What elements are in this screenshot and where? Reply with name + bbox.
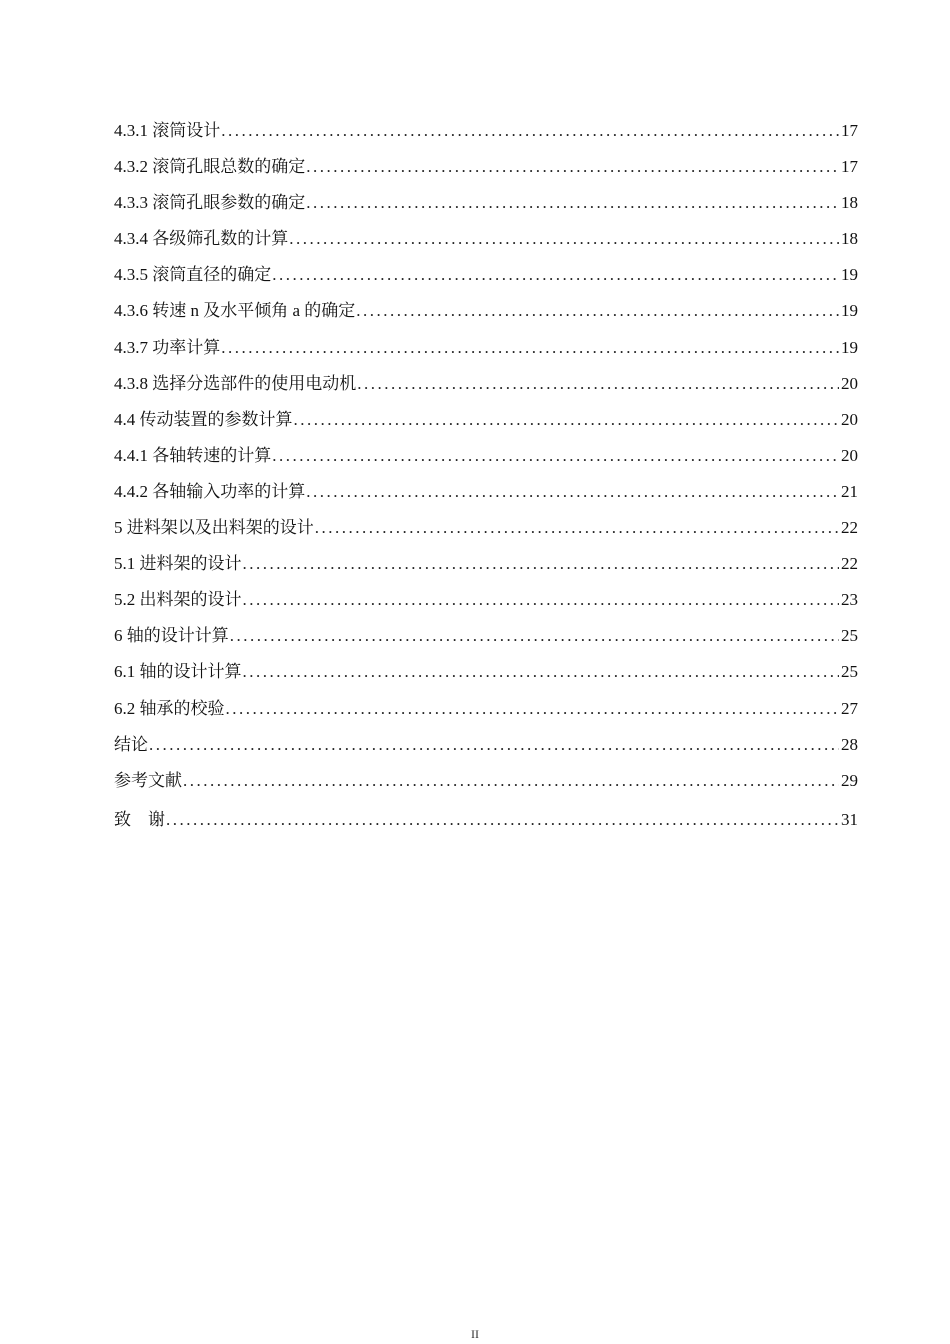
toc-entry-page: 31 [841, 809, 858, 829]
toc-dot-leader [221, 335, 839, 361]
toc-entry-page: 28 [841, 734, 858, 754]
toc-dot-leader [357, 371, 839, 397]
toc-entry[interactable] [114, 623, 858, 659]
toc-entry[interactable] [114, 154, 858, 190]
toc-entry-page: 29 [841, 770, 858, 790]
toc-entry[interactable] [114, 807, 858, 843]
page-number: II [471, 1327, 479, 1341]
toc-entry-title: 6.2 轴承的校验 [114, 698, 225, 718]
toc-dot-leader [294, 407, 840, 433]
toc-entry-page: 18 [841, 193, 858, 213]
toc-entry-title: 4.3.3 滚筒孔眼参数的确定 [114, 193, 306, 213]
toc-entry-title: 结论 [114, 734, 148, 754]
toc-dot-leader [243, 587, 840, 613]
toc-entry-page: 20 [841, 373, 858, 393]
table-of-contents [114, 118, 858, 843]
toc-entry[interactable] [114, 190, 858, 226]
toc-entry[interactable] [114, 696, 858, 732]
toc-entry[interactable] [114, 118, 858, 154]
toc-entry-page: 19 [841, 337, 858, 357]
toc-entry-page: 20 [841, 445, 858, 465]
toc-entry-title: 4.3.7 功率计算 [114, 337, 221, 357]
toc-entry-title: 4.3.2 滚筒孔眼总数的确定 [114, 157, 306, 177]
toc-entry-page: 19 [841, 265, 858, 285]
toc-entry[interactable] [114, 262, 858, 298]
toc-entry-page: 22 [841, 554, 858, 574]
toc-entry-page: 27 [841, 698, 858, 718]
toc-entry-title: 6 轴的设计计算 [114, 626, 229, 646]
toc-dot-leader [272, 443, 839, 469]
toc-entry[interactable] [114, 515, 858, 551]
toc-entry[interactable] [114, 587, 858, 623]
toc-entry[interactable] [114, 226, 858, 262]
toc-entry[interactable] [114, 298, 858, 334]
toc-entry-title: 4.3.4 各级筛孔数的计算 [114, 229, 289, 249]
toc-entry-page: 21 [841, 481, 858, 501]
toc-dot-leader [306, 479, 839, 505]
toc-entry-page: 20 [841, 409, 858, 429]
toc-entry[interactable] [114, 659, 858, 695]
toc-entry-page: 17 [841, 121, 858, 140]
toc-dot-leader [226, 696, 840, 722]
toc-entry-title: 致 谢 [114, 809, 165, 829]
toc-entry-page: 19 [841, 301, 858, 321]
toc-entry-title: 4.4.1 各轴转速的计算 [114, 445, 272, 465]
toc-entry-title: 参考文献 [114, 770, 182, 790]
toc-entry[interactable] [114, 443, 858, 479]
toc-entry[interactable] [114, 479, 858, 515]
toc-entry-title: 4.3.5 滚筒直径的确定 [114, 265, 272, 285]
toc-entry-title: 5 进料架以及出料架的设计 [114, 518, 314, 538]
toc-entry[interactable] [114, 768, 858, 804]
toc-entry-title: 4.3.6 转速 n 及水平倾角 a 的确定 [114, 301, 356, 321]
toc-entry-title: 5.2 出料架的设计 [114, 590, 242, 610]
toc-dot-leader [315, 515, 839, 541]
toc-dot-leader [272, 262, 839, 288]
toc-dot-leader [306, 154, 839, 180]
toc-entry-title: 5.1 进料架的设计 [114, 554, 242, 574]
toc-entry-page: 22 [841, 518, 858, 538]
toc-entry[interactable] [114, 407, 858, 443]
toc-dot-leader [221, 118, 839, 144]
toc-entry-page: 25 [841, 626, 858, 646]
toc-entry-page: 17 [841, 157, 858, 177]
toc-entry[interactable] [114, 551, 858, 587]
toc-entry-title: 4.4 传动装置的参数计算 [114, 409, 293, 429]
toc-dot-leader [306, 190, 839, 216]
toc-entry-title: 6.1 轴的设计计算 [114, 662, 242, 682]
toc-dot-leader [289, 226, 839, 252]
toc-entry-page: 23 [841, 590, 858, 610]
toc-entry-page: 18 [841, 229, 858, 249]
toc-entry[interactable] [114, 732, 858, 768]
toc-dot-leader [149, 732, 839, 758]
toc-entry[interactable] [114, 335, 858, 371]
toc-entry-title: 4.3.8 选择分选部件的使用电动机 [114, 373, 357, 393]
toc-entry[interactable] [114, 371, 858, 407]
toc-dot-leader [356, 298, 839, 324]
toc-dot-leader [243, 659, 840, 685]
toc-dot-leader [166, 807, 839, 833]
toc-dot-leader [243, 551, 840, 577]
toc-dot-leader [230, 623, 839, 649]
toc-entry-title: 4.4.2 各轴输入功率的计算 [114, 481, 306, 501]
toc-entry-title: 4.3.1 滚筒设计 [114, 121, 221, 140]
toc-entry-page: 25 [841, 662, 858, 682]
toc-dot-leader [183, 768, 839, 794]
